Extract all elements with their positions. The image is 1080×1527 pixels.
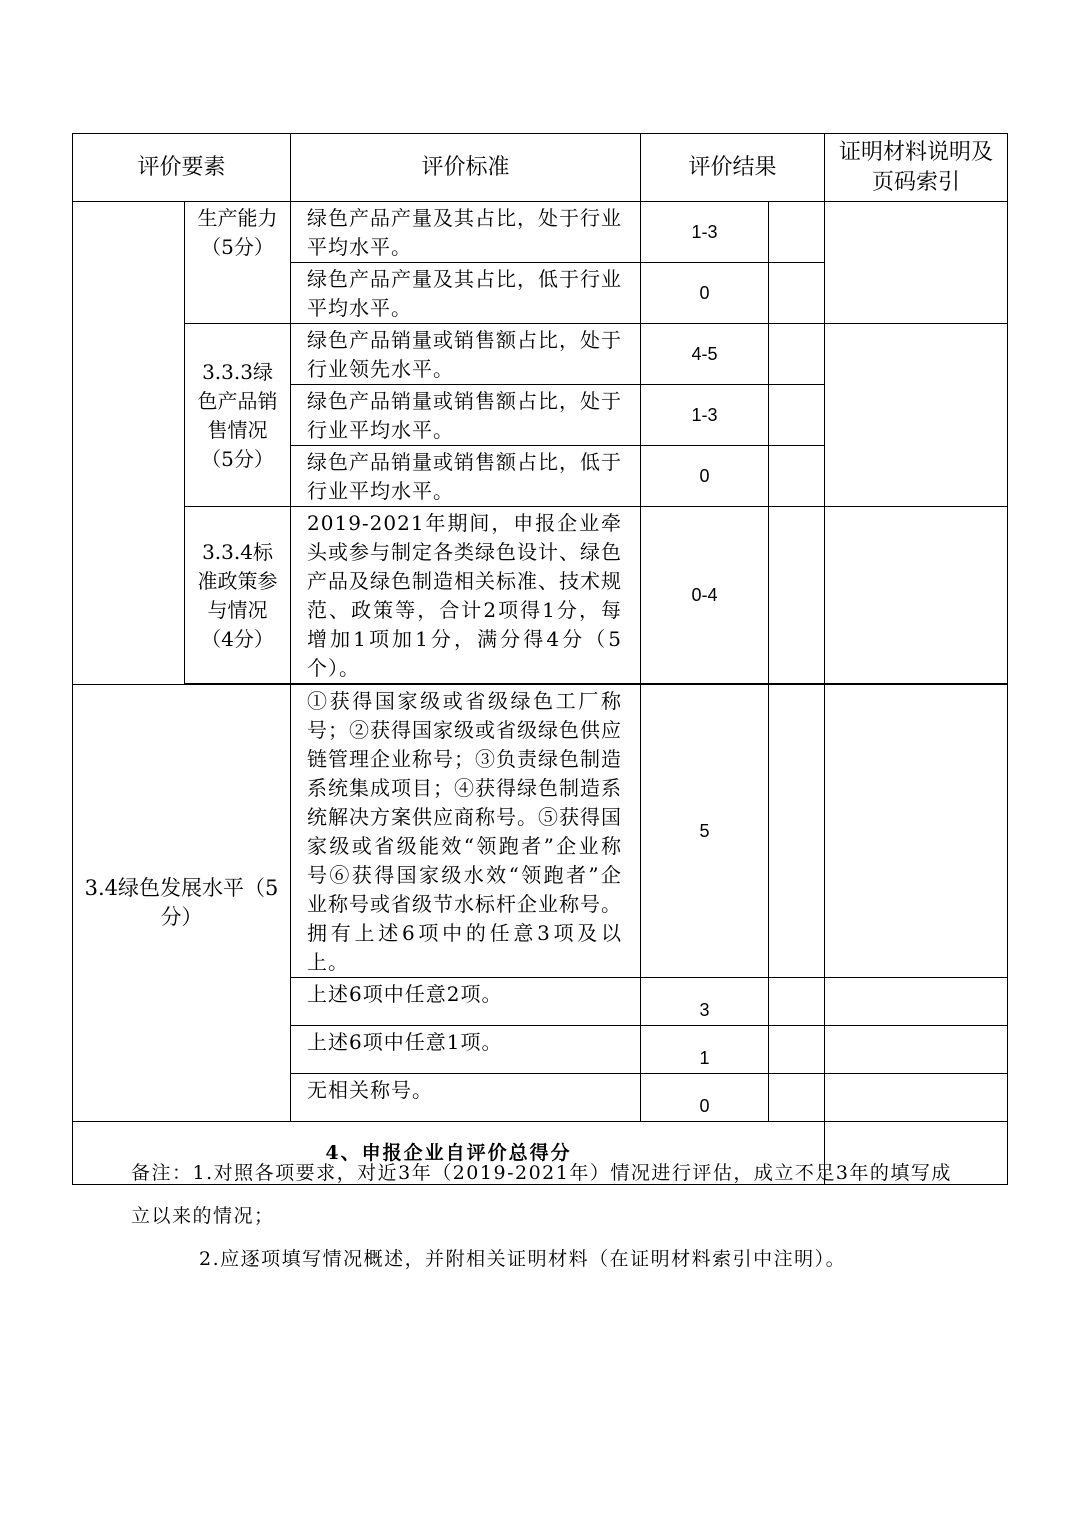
result-input-cell[interactable] xyxy=(769,507,825,684)
result-input-cell[interactable] xyxy=(769,324,825,385)
result-input-cell[interactable] xyxy=(769,685,825,978)
sales-label: 3.3.3绿色产品销售情况（5分） xyxy=(185,324,291,507)
criterion-cell: 绿色产品产量及其占比，处于行业平均水平。 xyxy=(291,202,641,263)
score-cell: 0 xyxy=(641,446,769,507)
evidence-cell[interactable] xyxy=(825,202,1008,324)
score-cell: 0 xyxy=(641,1074,769,1122)
score-cell: 1 xyxy=(641,1026,769,1074)
header-element: 评价要素 xyxy=(73,134,291,202)
production-capacity-label: 生产能力（5分） xyxy=(185,202,291,324)
criterion-cell: 绿色产品产量及其占比，低于行业平均水平。 xyxy=(291,263,641,324)
score-cell: 1-3 xyxy=(641,202,769,263)
score-cell: 1-3 xyxy=(641,385,769,446)
note-2: 2.应逐项填写情况概述，并附相关证明材料（在证明材料索引中注明）。 xyxy=(199,1248,847,1270)
criterion-cell: 绿色产品销量或销售额占比，处于行业领先水平。 xyxy=(291,324,641,385)
table-row xyxy=(73,685,1008,978)
evidence-cell[interactable] xyxy=(825,978,1008,1026)
evidence-cell[interactable] xyxy=(825,1026,1008,1074)
notes xyxy=(131,1152,961,1281)
result-input-cell[interactable] xyxy=(769,446,825,507)
result-input-cell[interactable] xyxy=(769,202,825,263)
evidence-cell[interactable] xyxy=(825,1074,1008,1122)
score-cell: 5 xyxy=(641,685,769,978)
table-row xyxy=(73,202,1008,263)
criterion-cell: 上述6项中任意1项。 xyxy=(291,1026,641,1074)
score-cell: 0-4 xyxy=(641,507,769,684)
parent-element-cell xyxy=(73,202,185,685)
score-cell: 4-5 xyxy=(641,324,769,385)
evidence-cell[interactable] xyxy=(825,507,1008,684)
result-input-cell[interactable] xyxy=(769,385,825,446)
table-row xyxy=(73,324,1008,385)
standards-label: 3.3.4标准政策参与情况（4分） xyxy=(185,507,291,684)
result-input-cell[interactable] xyxy=(769,263,825,324)
criterion-cell: 绿色产品销量或销售额占比，低于行业平均水平。 xyxy=(291,446,641,507)
header-standard: 评价标准 xyxy=(291,134,641,202)
criterion-cell: 绿色产品销量或销售额占比，处于行业平均水平。 xyxy=(291,385,641,446)
result-input-cell[interactable] xyxy=(769,978,825,1026)
score-cell: 0 xyxy=(641,263,769,324)
result-input-cell[interactable] xyxy=(769,1074,825,1122)
table-row xyxy=(73,507,1008,684)
evidence-cell[interactable] xyxy=(825,685,1008,978)
result-input-cell[interactable] xyxy=(769,1026,825,1074)
header-row xyxy=(73,134,1008,202)
criterion-cell: 2019-2021年期间，申报企业牵头或参与制定各类绿色设计、绿色产品及绿色制造相关标准、技术规范、政策等，合计2项得1分，每增加1项加1分，满分得4分（5个）。 xyxy=(291,507,641,684)
header-result: 评价结果 xyxy=(641,134,825,202)
criterion-cell: 上述6项中任意2项。 xyxy=(291,978,641,1026)
evaluation-table xyxy=(72,133,1008,1185)
criterion-cell: ①获得国家级或省级绿色工厂称号；②获得国家级或省级绿色供应链管理企业称号；③负责绿色制造系统集成项目；④获得绿色制造系统解决方案供应商称号。⑤获得国家级或省级能效“领跑者”企业称号⑥获得国家级水效“领跑者”企业称号或省级节水标杆企业称号。拥有上述6项中的任意3项及以上。 xyxy=(291,685,641,978)
evidence-cell[interactable] xyxy=(825,324,1008,507)
total-score-label: 4、申报企业自评价总得分 xyxy=(73,1122,825,1185)
criterion-cell: 无相关称号。 xyxy=(291,1074,641,1122)
header-evidence: 证明材料说明及页码索引 xyxy=(825,134,1008,202)
note-1: 备注：1.对照各项要求，对近3年（2019-2021年）情况进行评估，成立不足3年的填写成立以来的情况； xyxy=(131,1162,952,1227)
green-development-label: 3.4绿色发展水平（5分） xyxy=(73,685,291,1122)
score-cell: 3 xyxy=(641,978,769,1026)
